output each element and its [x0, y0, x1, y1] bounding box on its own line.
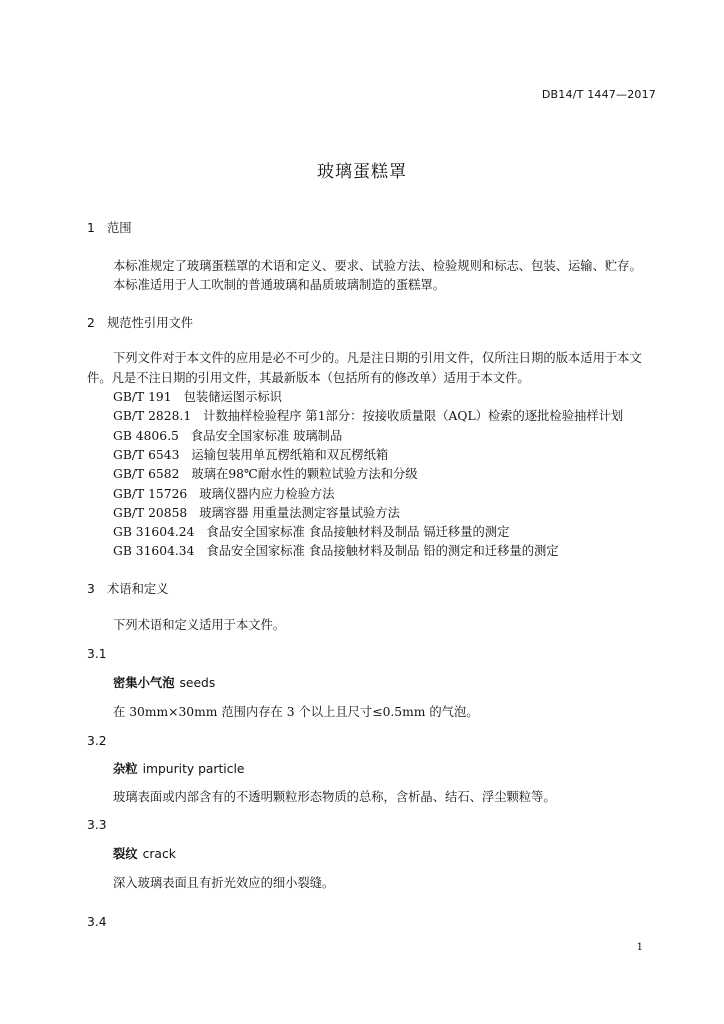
scope-paragraph-line: 本标准规定了玻璃蛋糕罩的术语和定义、要求、试验方法、检验规则和标志、包装、运输、贮存。 [113, 259, 642, 273]
term-number: 3.4 [87, 915, 107, 929]
section-title: 规范性引用文件 [107, 316, 194, 330]
page-number: 1 [636, 942, 643, 953]
term-name-zh: 杂粒 [113, 762, 138, 776]
reference-title: 食品安全国家标准 食品接触材料及制品 铅的测定和迁移量的测定 [206, 544, 559, 558]
term-name [113, 761, 244, 777]
reference-title: 玻璃在98℃耐水性的颗粒试验方法和分级 [191, 467, 418, 481]
scope-paragraph-line: 本标准适用于人工吹制的普通玻璃和晶质玻璃制造的蛋糕罩。 [113, 278, 446, 292]
reference-item [113, 428, 342, 444]
reference-title: 食品安全国家标准 玻璃制品 [190, 429, 343, 443]
document-title: 玻璃蛋糕罩 [317, 162, 407, 182]
reference-code: GB/T 191 [113, 390, 172, 404]
reference-code: GB/T 20858 [113, 506, 188, 520]
reference-item [113, 447, 388, 463]
term-name [113, 675, 215, 691]
term-name-zh: 密集小气泡 [113, 676, 175, 690]
reference-title: 运输包装用单瓦楞纸箱和双瓦楞纸箱 [191, 448, 389, 462]
term-name-en: impurity particle [142, 762, 245, 776]
section-heading-terms [87, 581, 169, 597]
section-heading-normative-references [87, 315, 193, 331]
standard-code: DB14/T 1447—2017 [541, 88, 656, 101]
term-name-zh: 裂纹 [113, 847, 138, 861]
reference-item [113, 505, 400, 521]
reference-title: 玻璃容器 用重量法测定容量试验方法 [199, 506, 400, 520]
reference-code: GB 31604.34 [113, 544, 195, 558]
term-name [113, 846, 176, 862]
section-number: 2 [87, 316, 95, 330]
term-number: 3.3 [87, 818, 107, 832]
reference-code: GB 4806.5 [113, 429, 179, 443]
term-definition: 深入玻璃表面且有折光效应的细小裂缝。 [113, 876, 335, 890]
term-definition: 玻璃表面或内部含有的不透明颗粒形态物质的总称，含析晶、结石、浮尘颗粒等。 [113, 790, 556, 804]
reference-title: 食品安全国家标准 食品接触材料及制品 镉迁移量的测定 [206, 525, 510, 539]
reference-item [113, 524, 509, 540]
reference-title: 玻璃仪器内应力检验方法 [199, 487, 335, 501]
reference-code: GB/T 6582 [113, 467, 180, 481]
reference-item [113, 486, 335, 502]
reference-code: GB/T 6543 [113, 448, 180, 462]
reference-code: GB/T 15726 [113, 487, 188, 501]
term-number: 3.1 [87, 647, 107, 661]
section-number: 1 [87, 221, 95, 235]
term-definition: 在 30mm×30mm 范围内存在 3 个以上且尺寸≤0.5mm 的气泡。 [113, 705, 479, 719]
term-name-en: seeds [179, 676, 216, 690]
reference-code: GB/T 2828.1 [113, 409, 192, 423]
section-heading-scope [87, 220, 132, 236]
reference-item [113, 389, 282, 405]
term-number: 3.2 [87, 734, 107, 748]
reference-code: GB 31604.24 [113, 525, 195, 539]
reference-title: 包装储运图示标识 [183, 390, 282, 404]
section-title: 术语和定义 [107, 582, 169, 596]
section-title: 范围 [107, 221, 132, 235]
reference-title: 计数抽样检验程序 第1部分：按接收质量限（AQL）检索的逐批检验抽样计划 [203, 409, 624, 423]
terms-intro: 下列术语和定义适用于本文件。 [113, 618, 286, 632]
section-number: 3 [87, 582, 95, 596]
term-name-en: crack [142, 847, 176, 861]
reference-item [113, 543, 559, 559]
references-intro-line: 下列文件对于本文件的应用是必不可少的。凡是注日期的引用文件，仅所注日期的版本适用于本文 [113, 351, 642, 365]
references-intro-line: 件。凡是不注日期的引用文件，其最新版本（包括所有的修改单）适用于本文件。 [87, 371, 530, 385]
reference-item [113, 466, 418, 482]
reference-item [113, 408, 623, 424]
